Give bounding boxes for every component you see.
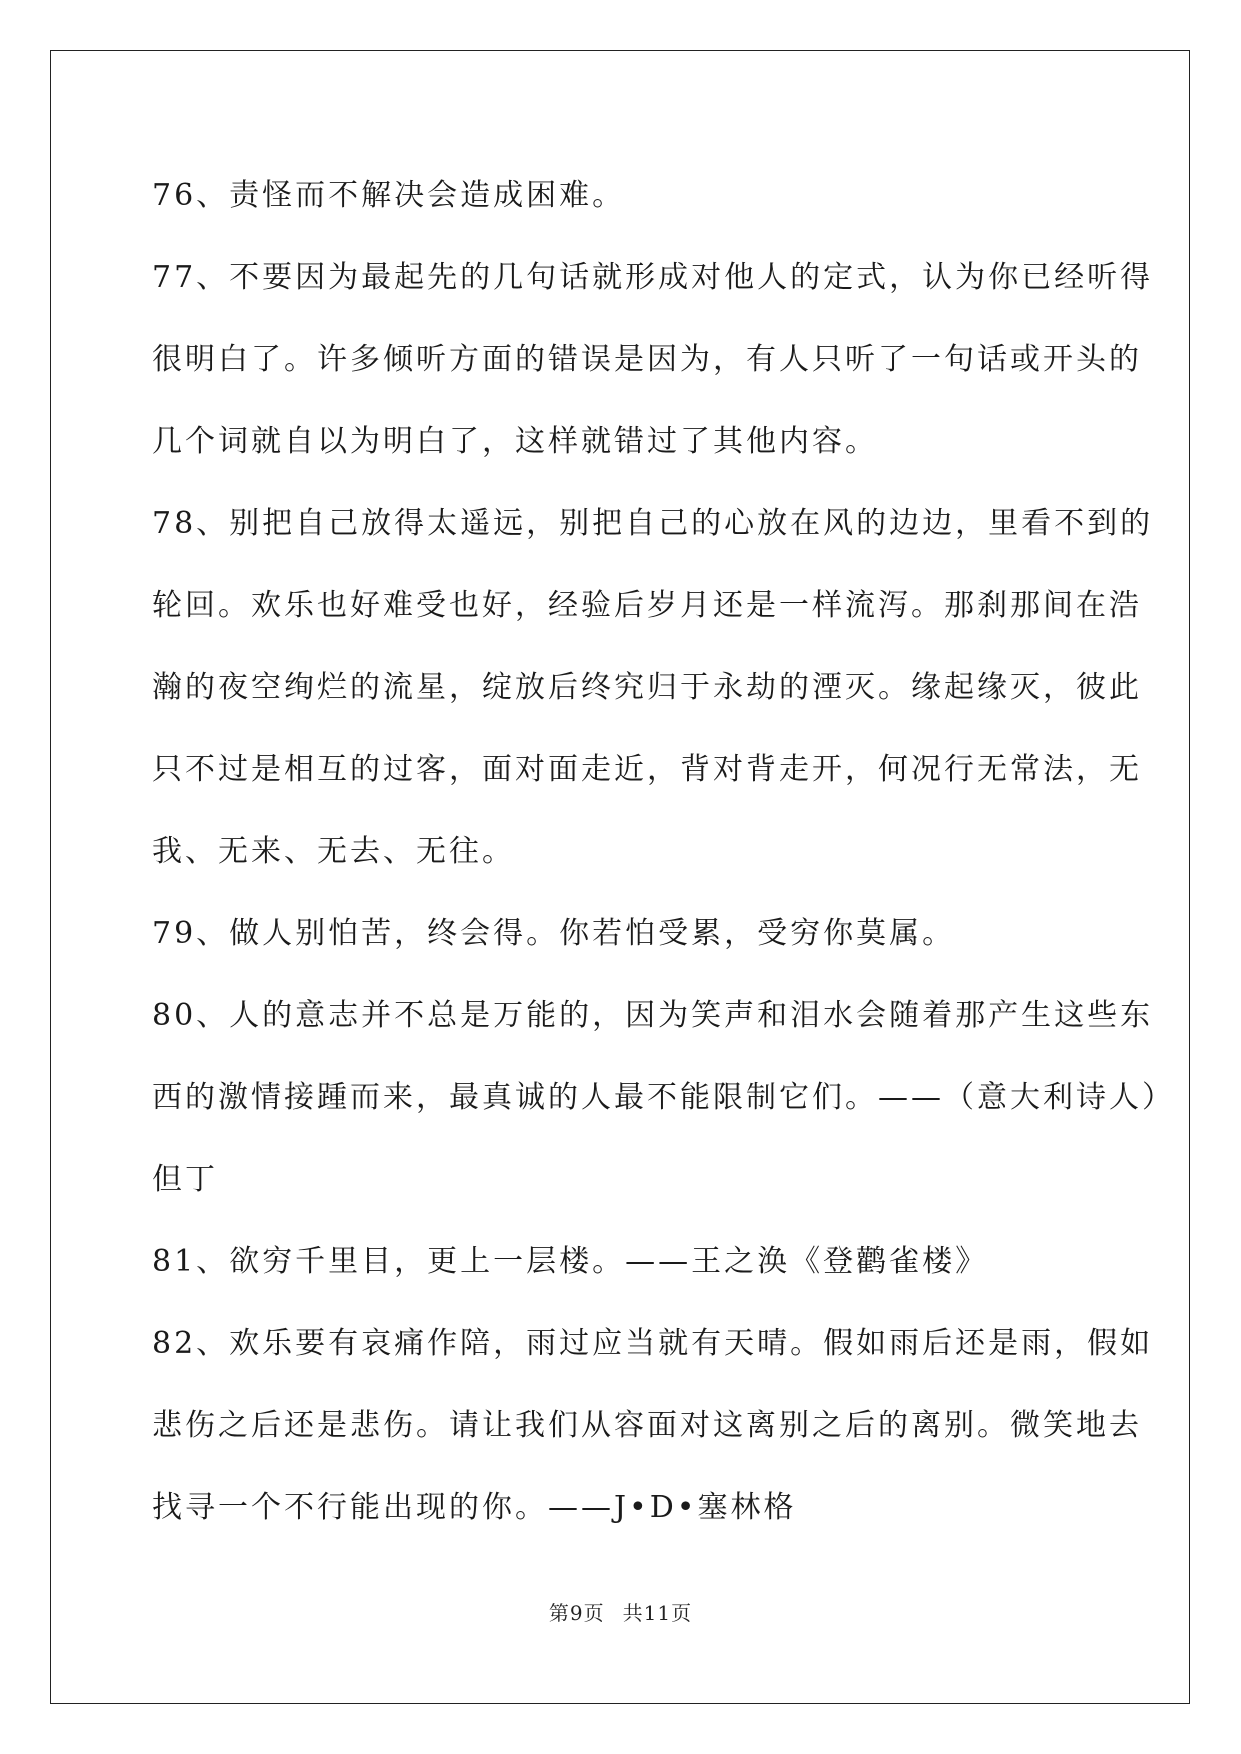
text-line: 悲伤之后还是悲伤。请让我们从容面对这离别之后的离别。微笑地去 (152, 1408, 1142, 1443)
page-total: 共11页 (622, 1601, 693, 1625)
text-line: 瀚的夜空绚烂的流星，绽放后终究归于永劫的湮灭。缘起缘灭，彼此 (152, 670, 1142, 705)
text-line: 几个词就自以为明白了，这样就错过了其他内容。 (152, 424, 878, 459)
text-line: 79、做人别怕苦，终会得。你若怕受累，受穷你莫属。 (152, 916, 956, 951)
paragraph-82 (152, 1303, 1154, 1549)
text-line: 只不过是相互的过客，面对面走近，背对背走开，何况行无常法，无 (152, 752, 1142, 787)
text-line: 很明白了。许多倾听方面的错误是因为，有人只听了一句话或开头的 (152, 342, 1142, 377)
paragraph-79 (152, 893, 1092, 975)
text-line: 西的激情接踵而来，最真诚的人最不能限制它们。——（意大利诗人） (152, 1080, 1175, 1115)
paragraph-78 (152, 483, 1154, 893)
text-line: 找寻一个不行能出现的你。——J•D•塞林格 (152, 1490, 797, 1525)
text-line: 80、人的意志并不总是万能的，因为笑声和泪水会随着那产生这些东 (152, 998, 1154, 1033)
text-line: 我、无来、无去、无往。 (152, 834, 515, 869)
page-footer (0, 1597, 1241, 1626)
text-line: 81、欲穷千里目，更上一层楼。——王之涣《登鹳雀楼》 (152, 1244, 989, 1279)
text-line: 轮回。欢乐也好难受也好，经验后岁月还是一样流泻。那刹那间在浩 (152, 588, 1142, 623)
paragraph-76 (152, 155, 1092, 237)
text-line: 76、责怪而不解决会造成困难。 (152, 178, 626, 213)
paragraph-80 (152, 975, 1175, 1221)
text-line: 82、欢乐要有哀痛作陪，雨过应当就有天晴。假如雨后还是雨，假如 (152, 1326, 1154, 1361)
text-line: 但丁 (152, 1162, 218, 1197)
document-body (152, 155, 1175, 1549)
text-line: 77、不要因为最起先的几句话就形成对他人的定式，认为你已经听得 (152, 260, 1154, 295)
text-line: 78、别把自己放得太遥远，别把自己的心放在风的边边，里看不到的 (152, 506, 1154, 541)
page-number: 第9页 (548, 1601, 605, 1625)
paragraph-81 (152, 1221, 1092, 1303)
paragraph-77 (152, 237, 1154, 483)
